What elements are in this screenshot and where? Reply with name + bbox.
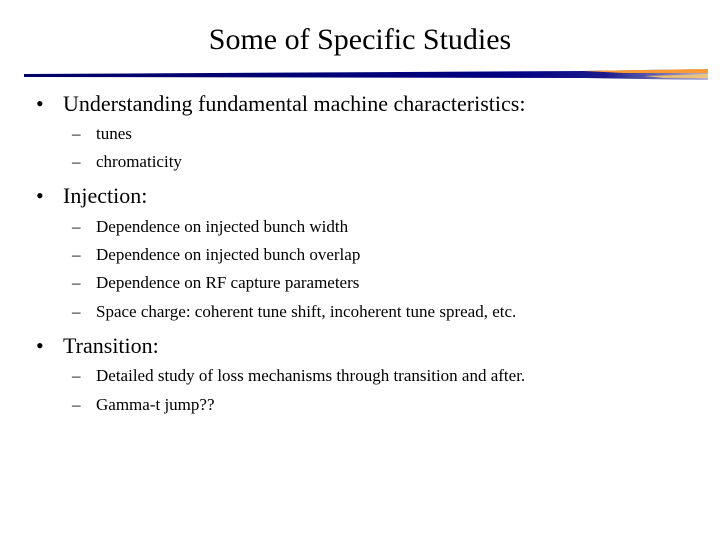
bullet-text: Understanding fundamental machine characteristics:	[63, 91, 526, 116]
subitem-text: Gamma-t jump??	[96, 395, 215, 414]
bullet-dot-icon: •	[36, 91, 44, 116]
subitem-text: Dependence on injected bunch overlap	[96, 245, 361, 264]
subitem-chromaticity	[72, 151, 182, 173]
bullet-text: Injection:	[63, 183, 148, 208]
title-underline-rule	[24, 64, 708, 88]
subitem-loss-mechanisms	[72, 365, 525, 387]
subitem-space-charge	[72, 301, 516, 323]
subitem-rf-capture	[72, 272, 359, 294]
subitem-text: Detailed study of loss mechanisms through transition and after.	[96, 366, 526, 385]
bullet-dot-icon: •	[36, 333, 44, 358]
subitem-bunch-width	[72, 216, 348, 238]
bullet-dot-icon: •	[36, 183, 44, 208]
subitem-text: chromaticity	[96, 152, 182, 171]
bullet-understanding	[36, 91, 525, 117]
bullet-injection	[36, 183, 147, 209]
subitem-text: Space charge: coherent tune shift, incoherent tune spread, etc.	[96, 302, 517, 321]
subitem-bunch-overlap	[72, 244, 360, 266]
subitem-text: tunes	[96, 124, 132, 143]
dash-icon: –	[72, 245, 81, 264]
dash-icon: –	[72, 366, 81, 385]
slide-title: Some of Specific Studies	[208, 23, 512, 56]
dash-icon: –	[72, 302, 81, 321]
subitem-tunes	[72, 123, 132, 145]
dash-icon: –	[72, 124, 81, 143]
dash-icon: –	[72, 273, 81, 292]
subitem-gamma-t-jump	[72, 394, 215, 416]
subitem-text: Dependence on RF capture parameters	[96, 273, 360, 292]
bullet-text: Transition:	[63, 333, 159, 358]
bullet-transition	[36, 333, 159, 359]
subitem-text: Dependence on injected bunch width	[96, 217, 349, 236]
dash-icon: –	[72, 152, 81, 171]
dash-icon: –	[72, 395, 81, 414]
dash-icon: –	[72, 217, 81, 236]
